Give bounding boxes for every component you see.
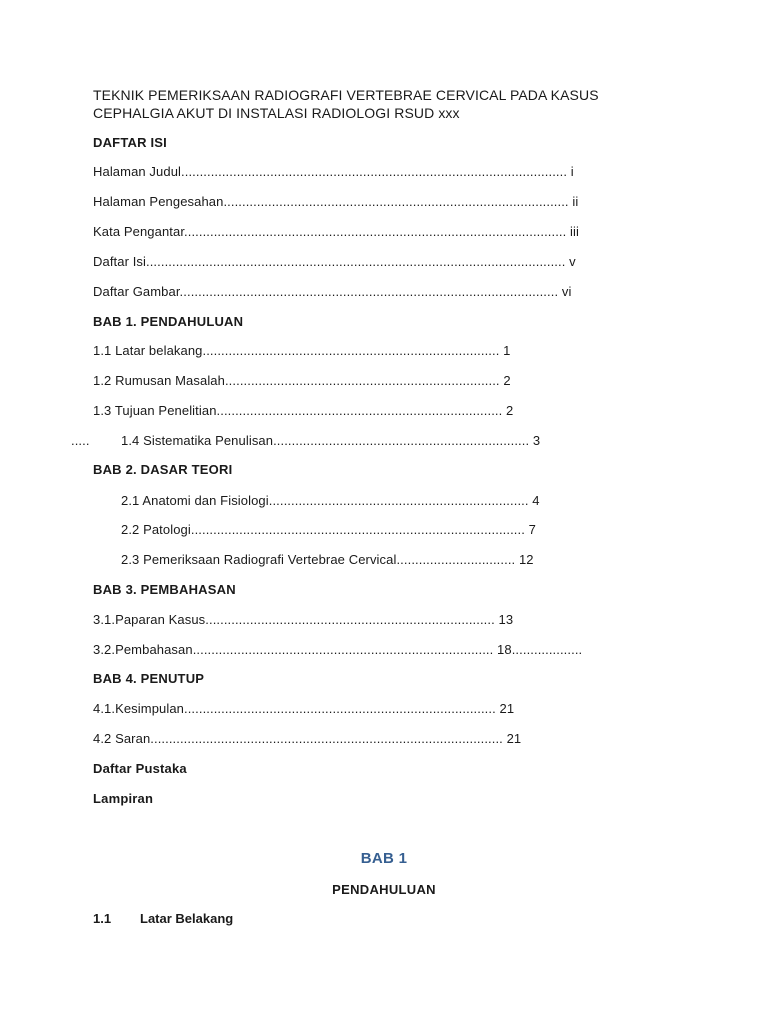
toc-entry-daftar-gambar: Daftar Gambar...................................................................................................... vi	[93, 284, 572, 299]
document-title: TEKNIK PEMERIKSAAN RADIOGRAFI VERTEBRAE CERVICAL PADA KASUS CEPHALGIA AKUT DI INSTALASI RADIOLOGI RSUD xxx	[93, 87, 599, 121]
toc-heading-bab1: BAB 1. PENDAHULUAN	[93, 314, 244, 329]
toc-heading-bab4: BAB 4. PENUTUP	[93, 671, 205, 686]
section-title: Latar Belakang	[140, 911, 234, 926]
toc-entry-1-4: 1.4 Sistematika Penulisan..................................................................... 3	[121, 433, 541, 448]
toc-entry-2-1: 2.1 Anatomi dan Fisiologi...................................................................... 4	[121, 493, 540, 508]
toc-entry-2-2: 2.2 Patologi.......................................................................................... 7	[121, 522, 536, 537]
toc-lampiran: Lampiran	[93, 791, 154, 806]
toc-entry-3-1: 3.1.Paparan Kasus.............................................................................. 13	[93, 612, 514, 627]
toc-entry-1-2: 1.2 Rumusan Masalah.......................................................................... 2	[93, 373, 511, 388]
chapter-number: BAB 1	[360, 850, 408, 867]
chapter-name: PENDAHULUAN	[332, 882, 436, 897]
toc-entry-kata-pengantar: Kata Pengantar....................................................................................................... iii	[93, 224, 580, 239]
toc-daftar-pustaka: Daftar Pustaka	[93, 761, 187, 776]
toc-entry-4-1: 4.1.Kesimpulan.................................................................................... 21	[93, 701, 515, 716]
toc-entry-1-1: 1.1 Latar belakang................................................................................ 1	[93, 343, 511, 358]
section-heading	[93, 911, 233, 926]
toc-entry-halaman-judul: Halaman Judul........................................................................................................ i	[93, 164, 574, 179]
toc-entry-1-3: 1.3 Tujuan Penelitian............................................................................. 2	[93, 403, 514, 418]
toc-heading-bab2: BAB 2. DASAR TEORI	[93, 462, 233, 477]
toc-stray-dots: .....	[71, 433, 90, 448]
toc-entry-halaman-pengesahan: Halaman Pengesahan............................................................................................. ii	[93, 194, 579, 209]
toc-heading: DAFTAR ISI	[93, 135, 167, 150]
toc-heading-bab3: BAB 3. PEMBAHASAN	[93, 582, 236, 597]
toc-entry-daftar-isi: Daftar Isi................................................................................................................. v	[93, 254, 576, 269]
toc-entry-3-2: 3.2.Pembahasan................................................................................. 18...................	[93, 642, 583, 657]
toc-entry-4-2: 4.2 Saran............................................................................................... 21	[93, 731, 522, 746]
toc-entry-2-3: 2.3 Pemeriksaan Radiografi Vertebrae Cervical................................ 12	[121, 552, 534, 567]
section-number: 1.1	[93, 911, 112, 926]
